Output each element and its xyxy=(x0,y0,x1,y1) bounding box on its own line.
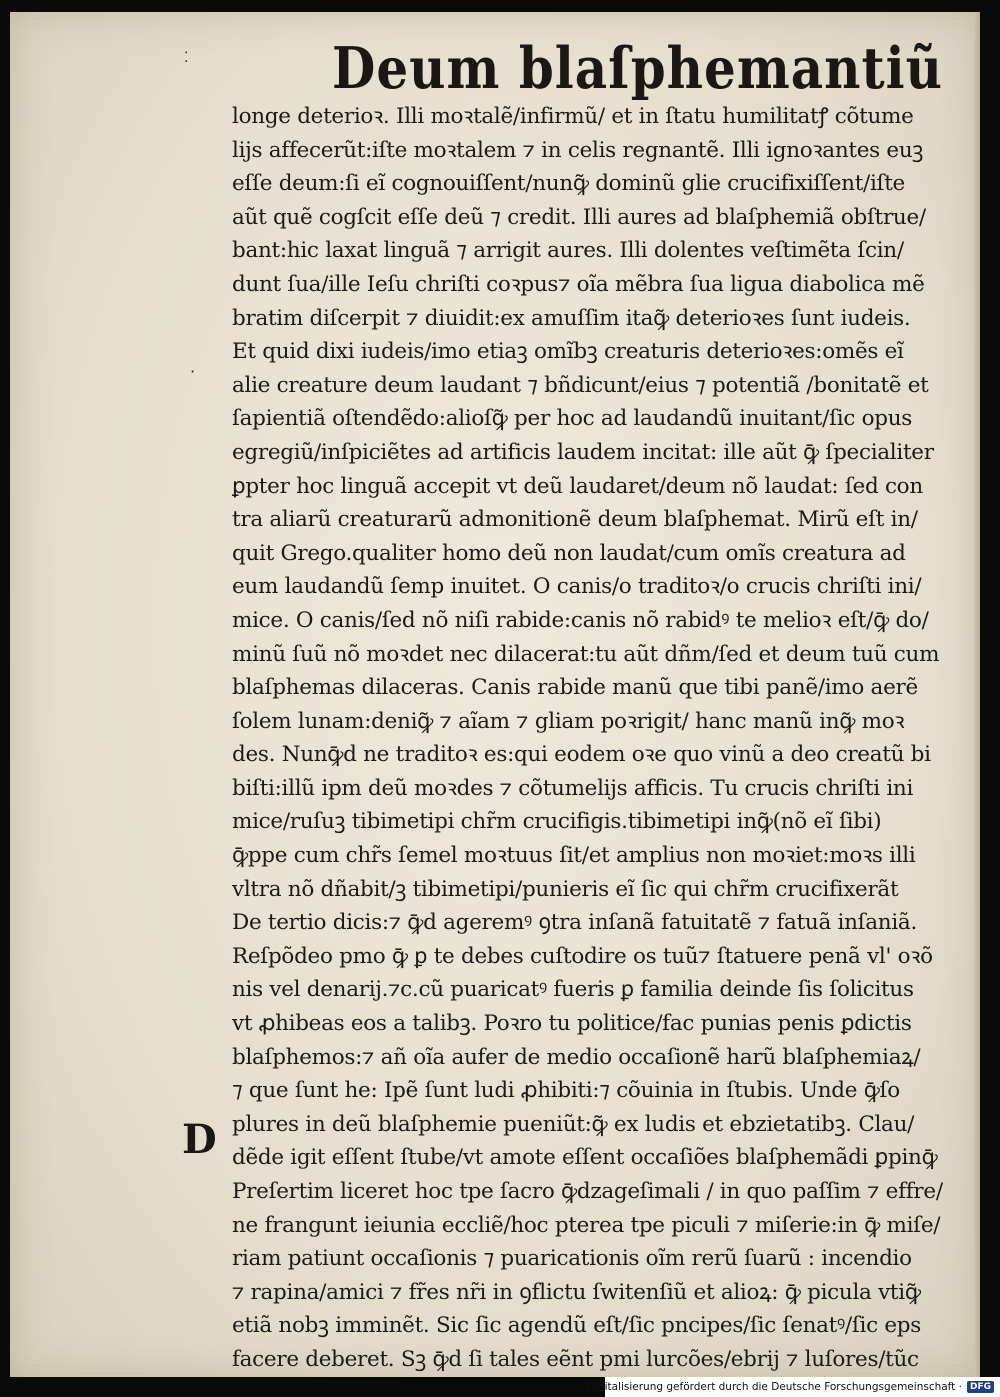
text-line: vltra nõ dñabit/ꝫ tibimetipi/punieris eĩ ſic qui chr̃m crucifixerãt xyxy=(232,876,899,902)
text-line: facere deberet. Sꝫ ꝙ̄d ſi tales eẽnt pmi lurcões/ebrij ⁊ luſores/tũc xyxy=(232,1346,919,1372)
top-margin-mark: ⁚ xyxy=(184,50,189,66)
text-line: riam patiunt occaſionis ⁊ puaricationis oĩm rerũ ſuarũ : incendio xyxy=(232,1246,912,1272)
text-line: ⁊ que ſunt he: Ipẽ ſunt ludi ꝓhibiti:⁊ cõuinia in ſtubis. Unde ꝙ̄ſo xyxy=(232,1078,900,1104)
text-line: ꝑpter hoc linguã accepit vt deũ laudaret/deum nõ laudat: ſed con xyxy=(232,473,923,499)
text-line: ne frangunt ieiunia eccliẽ/hoc pterea tpe piculi ⁊ miſerie:in ꝙ̄ miſe/ xyxy=(232,1212,941,1238)
left-margin-mark: · xyxy=(190,362,196,381)
text-line: Reſpõdeo pmo ꝙ̄ ꝑ te debes cuſtodire os tuũ⁊ ſtatuere penã vl' oꝛõ xyxy=(232,943,933,969)
text-line: Et quid dixi iudeis/imo etiaꝫ omĩbꝫ creaturis deterioꝛes:omẽs eĩ xyxy=(232,339,904,365)
text-line: mice. O canis/ſed nõ niſi rabide:canis nõ rabidꝰ te melioꝛ eſt/ꝙ̄ do/ xyxy=(232,607,929,633)
footer-bar xyxy=(586,1377,1000,1397)
text-line: De tertio dicis:⁊ ꝙ̄d ageremꝰ ꝯtra inſanã fatuitatẽ ⁊ fatuã inſaniã. xyxy=(232,910,917,936)
text-line: bratim diſcerpit ⁊ diuidit:ex amuſſim itaꝙ͂ deterioꝛes ſunt iudeis. xyxy=(232,305,911,331)
text-line: ſapientiã oſtendẽdo:alioſꝙ͂ per hoc ad laudandũ inuitant/ſic opus xyxy=(232,406,912,432)
text-line: tra aliarũ creaturarũ admonitionẽ deum blaſphemat. Mirũ eſt in/ xyxy=(232,507,918,533)
text-line: mice/ruſuꝫ tibimetipi chr̃m crucifigis.tibimetipi inꝙ͂(nõ eĩ ſibi) xyxy=(232,809,882,835)
text-line: lijs affecerũt:iſte moꝛtalem ⁊ in celis regnantẽ. Illi ignoꝛantes euꝫ xyxy=(232,137,924,163)
text-line: des. Nunꝙ̄d ne traditoꝛ es:qui eodem oꝛe quo vinũ a deo creatũ bi xyxy=(232,742,931,768)
text-line: eum laudandũ ſemp inuitet. O canis/o traditoꝛ/o crucis chriſti ini/ xyxy=(232,574,922,600)
text-line: nis vel denarij.⁊c.cũ puaricatꝰ fueris ꝑ familia deinde ſis ſolicitus xyxy=(232,977,914,1003)
side-initial: D xyxy=(182,1116,217,1163)
text-line: longe deterioꝛ. Illi moꝛtalẽ/infirmũ/ et in ſtatu humilitatꝭ cõtume xyxy=(232,104,914,129)
page-edge xyxy=(974,12,980,1377)
text-line: Preſertim liceret hoc tpe ſacro ꝙ̄dzageſimali / in quo paſſim ⁊ effre/ xyxy=(232,1179,943,1204)
dfg-logo-icon: DFG xyxy=(967,1381,994,1393)
text-line: alie creature deum laudant ⁊ bñdicunt/eius ⁊ potentiã /bonitatẽ et xyxy=(232,372,929,398)
text-line: ⁊ rapina/amici ⁊ fr̃es nr̃i in ꝯflictu ſwitenſiũ et alioꝝ: ꝙ̄ picula vtiꝙ͂ xyxy=(232,1279,921,1305)
text-line: minũ ſuũ nõ moꝛdet nec dilacerat:tu aũt dñm/ſed et deum tuũ cum xyxy=(232,641,940,667)
page-heading: Deum blaſphemantiũ xyxy=(332,34,943,102)
text-line: blaſphemas dilaceras. Canis rabide manũ que tibi panẽ/imo aerẽ xyxy=(232,675,918,701)
text-line: bant:hic laxat linguã ⁊ arrigit aures. Illi dolentes veſtimẽta ſcin/ xyxy=(232,238,904,264)
text-line: dunt ſua/ille Ieſu chriſti coꝛpus⁊ oĩa mẽbra ſua ligua diabolica mẽ xyxy=(232,271,925,297)
text-line: eſſe deum:ſi eĩ cognouiſſent/nunꝙ͂ dominũ glie crucifixiſſent/iſte xyxy=(232,171,905,197)
body-text xyxy=(232,100,972,1377)
text-line: dẽde igit eſſent ſtube/vt amote eſſent occaſiões blaſphemãdi ꝑpinꝙ̄ xyxy=(232,1145,938,1171)
text-line: aũt quẽ cogſcit eſſe deũ ⁊ credit. Illi aures ad blaſphemiã obſtrue/ xyxy=(232,204,926,230)
text-line: biſti:illũ ipm deũ moꝛdes ⁊ cõtumelijs afficis. Tu crucis chriſti ini xyxy=(232,775,914,801)
text-line: ſolem lunam:deniꝙ͂ ⁊ aĩam ⁊ gliam poꝛrigit/ hanc manũ inꝙ͂ moꝛ xyxy=(232,708,905,734)
document-page xyxy=(10,12,980,1377)
footer-credit: Digitalisierung gefördert durch die Deutsche Forschungsgemeinschaft · xyxy=(586,1381,962,1393)
text-line: quit Grego.qualiter homo deũ non laudat/cum omĩs creatura ad xyxy=(232,540,906,566)
text-line: etiã nobꝫ imminẽt. Sic ſic agendũ eſt/ſic pncipes/ſic ſenatꝰ/ſic eps xyxy=(232,1313,922,1339)
text-line: blaſphemos:⁊ añ oĩa aufer de medio occaſionẽ harũ blaſphemiaꝝ/ xyxy=(232,1044,921,1070)
text-line: egregiũ/inſpiciẽtes ad artificis laudem incitat: ille aũt ꝙ̄ ſpecialiter xyxy=(232,439,934,465)
text-line: plures in deũ blaſphemie pueniũt:ꝙ͂ ex ludis et ebzietatibꝫ. Clau/ xyxy=(232,1111,915,1137)
text-line: ꝙ̄ppe cum chr̃s ſemel moꝛtuus ſit/et amplius non moꝛiet:moꝛs illi xyxy=(232,843,916,869)
text-line: vt ꝓhibeas eos a talibꝫ. Poꝛro tu politice/fac punias penis ꝑdictis xyxy=(232,1011,912,1037)
